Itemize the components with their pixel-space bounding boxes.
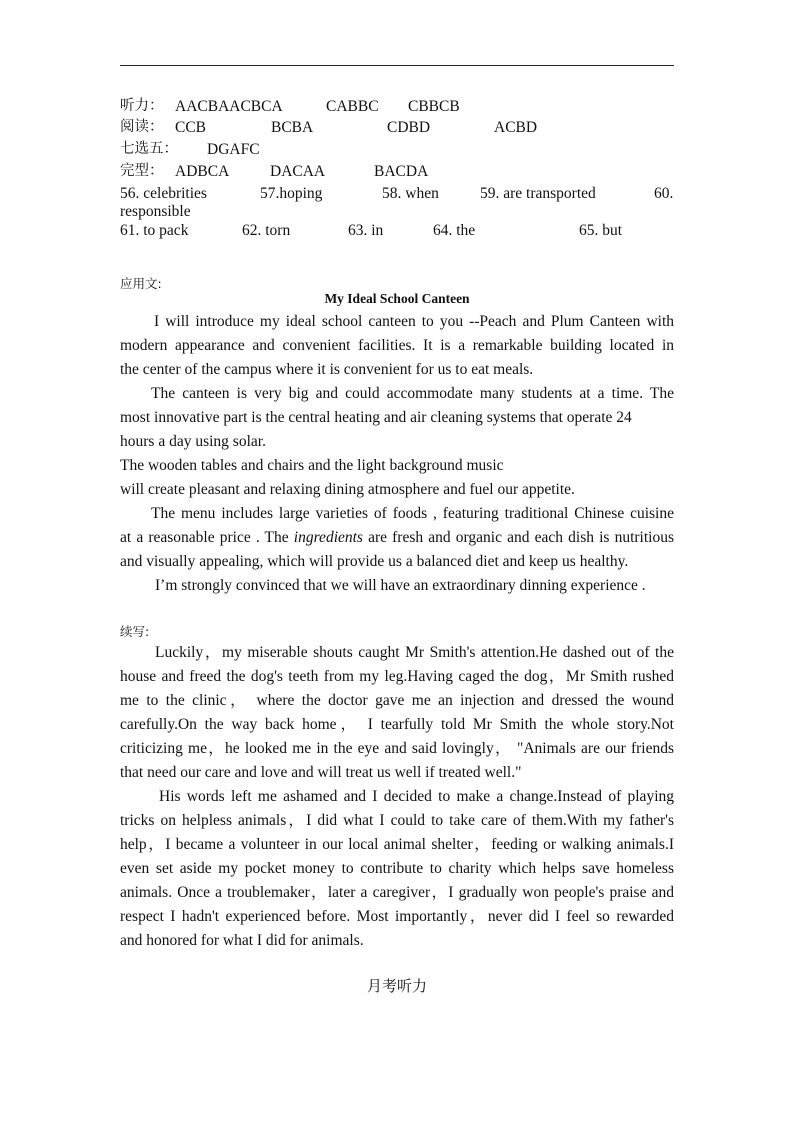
text-line: I will introduce my ideal school canteen to you --Peach and Plum Canteen with <box>154 313 674 330</box>
text-line: Luckily，my miserable shouts caught Mr Smith's attention.He dashed out of the <box>155 644 674 661</box>
answer-group: CDBD <box>387 119 431 136</box>
text-segment: are fresh and organic and each dish is nutritious <box>362 529 674 546</box>
text-line: even set aside my pocket money to contribute to charity which helps save homeless <box>120 860 674 877</box>
text-segment: at a reasonable price . The <box>120 529 294 546</box>
text-line: that need our care and love and will treat us well if treated well." <box>120 764 522 781</box>
answer-group: ADBCA <box>175 163 230 180</box>
italic-word: ingredients <box>293 529 363 546</box>
text-line: will create pleasant and relaxing dining atmosphere and fuel our appetite. <box>120 481 575 498</box>
header-rule <box>120 65 674 66</box>
answer-group: CCB <box>175 119 207 136</box>
text-line: The wooden tables and chairs and the light background music <box>120 457 504 474</box>
application-body <box>120 310 674 598</box>
answer-group: DGAFC <box>207 141 260 158</box>
answer-group: CBBCB <box>408 98 460 115</box>
text-line: me to the clinic， where the doctor gave me an injection and dressed the wound <box>120 692 674 709</box>
listening-label: 听力： <box>120 98 164 114</box>
text-line: hours a day using solar. <box>120 433 266 450</box>
fill-answer-wrap: responsible <box>120 203 191 220</box>
fill-answer: 62. torn <box>242 222 291 239</box>
continuation-body <box>120 641 674 953</box>
continuation-label: 续写: <box>120 624 150 639</box>
answer-group: CABBC <box>326 98 379 115</box>
text-line: and visually appealing, which will provide us a balanced diet and keep us healthy. <box>120 553 629 570</box>
text-line: The menu includes large varieties of foods , featuring traditional Chinese cuisine <box>151 505 674 522</box>
text-line: house and freed the dog's teeth from my leg.Having caged the dog，Mr Smith rushed <box>120 668 674 685</box>
answer-group: AACBAACBCA <box>175 98 283 115</box>
seven-five-label: 七选五： <box>120 141 178 157</box>
text-line: help，I became a volunteer in our local animal shelter，feeding or walking animals.I <box>120 836 674 853</box>
fill-answer: 56. celebrities <box>120 185 207 202</box>
text-line: animals. Once a troublemaker，later a caregiver，I gradually won people's praise and <box>120 884 674 901</box>
answer-group: BCBA <box>271 119 314 136</box>
text-line: respect I hadn't experienced before. Most importantly，never did I feel so rewarded <box>120 908 674 925</box>
answer-group: DACAA <box>270 163 326 180</box>
text-line: His words left me ashamed and I decided to make a change.Instead of playing <box>159 788 674 805</box>
answer-group: BACDA <box>374 163 429 180</box>
fill-answer: 58. when <box>382 185 439 202</box>
text-line: and honored for what I did for animals. <box>120 932 364 949</box>
reading-label: 阅读： <box>120 119 164 135</box>
text-line: modern appearance and convenient facilities. It is a remarkable building located in <box>120 337 674 354</box>
text-line: carefully.On the way back home， I tearfully told Mr Smith the whole story.Not <box>120 716 674 733</box>
text-line-mixed <box>120 526 674 550</box>
fill-answer: 59. are transported <box>480 185 596 202</box>
text-line: the center of the campus where it is convenient for us to eat meals. <box>120 361 534 378</box>
text-line: most innovative part is the central heating and air cleaning systems that operate 24 <box>120 409 632 426</box>
essay-title: My Ideal School Canteen <box>324 291 470 306</box>
fill-answer: 60. <box>654 185 674 202</box>
fill-answer: 64. the <box>433 222 476 239</box>
fill-answer: 63. in <box>348 222 384 239</box>
text-line: I’m strongly convinced that we will have an extraordinary dinning experience . <box>155 577 646 594</box>
fill-answer: 65. but <box>579 222 623 239</box>
fill-answer: 61. to pack <box>120 222 189 239</box>
text-line: criticizing me，he looked me in the eye and said lovingly， "Animals are our friends <box>120 740 674 757</box>
text-line: tricks on helpless animals，I did what I could to take care of them.With my father's <box>120 812 674 829</box>
fill-answer: 57.hoping <box>260 185 323 202</box>
application-label: 应用文: <box>120 276 162 291</box>
cloze-label: 完型： <box>120 163 164 179</box>
answer-group: ACBD <box>494 119 538 136</box>
text-line: The canteen is very big and could accommodate many students at a time. The <box>151 385 674 402</box>
section-heading-listening: 月考听力 <box>366 977 427 995</box>
